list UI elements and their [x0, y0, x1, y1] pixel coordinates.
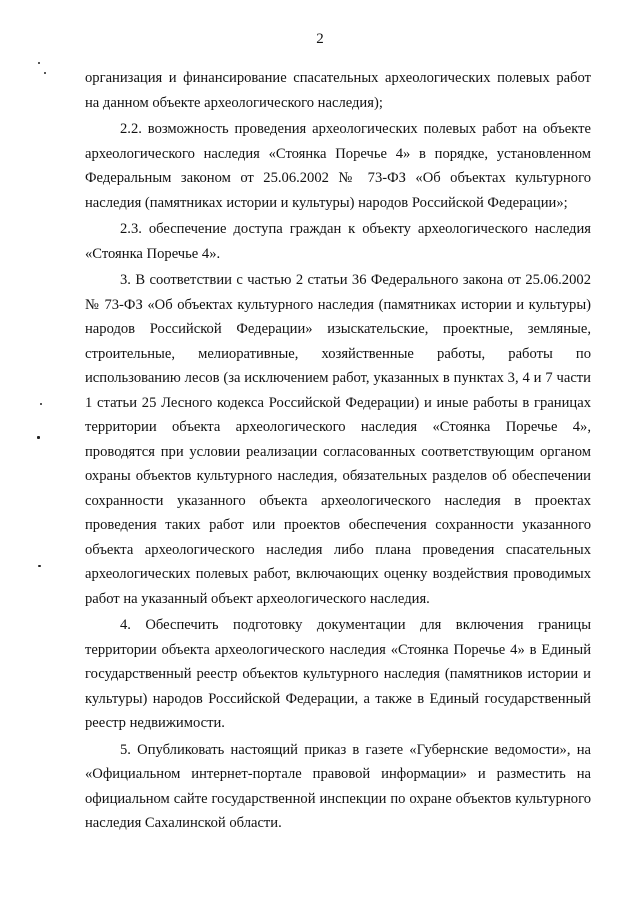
- paragraph-5: 5. Опубликовать настоящий приказ в газете «Губернские ведомости», на «Официальном интернет-портале правовой информации» и разместить на официальном сайте государственной инспекции по охране объектов культурного наследия Сахалинской области.: [85, 741, 591, 831]
- document-body: [85, 66, 591, 838]
- scan-speck: [38, 565, 41, 567]
- paragraph-2-2: 2.2. возможность проведения археологических полевых работ на объекте археологического наследия «Стоянка Поречье 4» в порядке, установленном Федеральным законом от 25.06.2002 № 73-ФЗ «Об объектах культурного наследия (памятниках истории и культуры) народов Российской Федерации»;: [85, 121, 591, 211]
- scan-speck: [37, 436, 40, 439]
- paragraph-continuation: организация и финансирование спасательных археологических полевых работ на данном объекте археологического наследия);: [85, 70, 591, 111]
- page-number: 2: [316, 31, 324, 47]
- paragraph-2-3: 2.3. обеспечение доступа граждан к объекту археологического наследия «Стоянка Поречье 4».: [85, 221, 591, 262]
- paragraph-4: 4. Обеспечить подготовку документации для включения границы территории объекта археологического наследия «Стоянка Поречье 4» в Единый государственный реестр объектов культурного наследия (памятников истории и культуры) народов Российской Федерации, а также в Единый государственный реестр недвижимости.: [85, 617, 591, 731]
- paragraph-3: 3. В соответствии с частью 2 статьи 36 Федерального закона от 25.06.2002 № 73-ФЗ «Об объектах культурного наследия (памятниках истории и культуры) народов Российской Федерации» изыскательские, проектные, земляные, строительные, мелиоративные, хозяйственные работы, работы по использованию лесов (за исключением работ, указанных в пунктах 3, 4 и 7 части 1 статьи 25 Лесного кодекса Российской Федерации) и иные работы в границах территории объекта археологического наследия «Стоянка Поречье 4», проводятся при условии реализации согласованных соответствующим органом охраны объектов культурного наследия, обязательных разделов об обеспечении сохранности указанного объекта археологического наследия в проектах проведения таких работ или проектов обеспечения сохранности указанного объекта археологического наследия либо плана проведения спасательных археологических полевых работ, включающих оценку воздействия проводимых работ на указанный объект археологического наследия.: [85, 272, 591, 607]
- scan-speck: [40, 403, 42, 405]
- scan-speck: [44, 72, 46, 74]
- scan-speck: [38, 62, 40, 64]
